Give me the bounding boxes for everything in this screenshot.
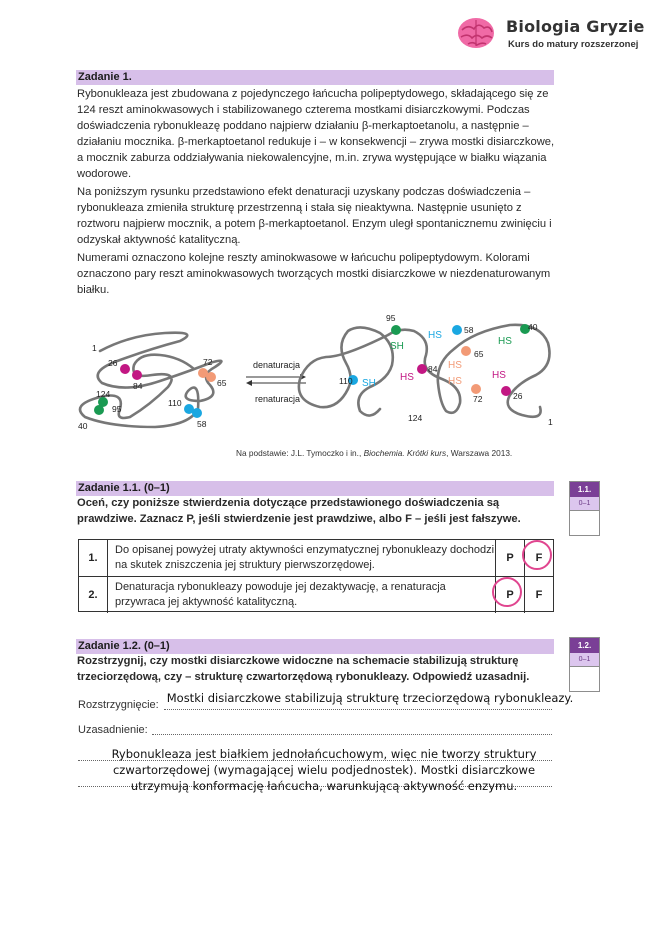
left-label-26: 26 (108, 358, 118, 368)
right-label-1: 1 (548, 417, 553, 427)
right-label-58: 58 (464, 325, 474, 335)
residue-72-right-dot (471, 384, 481, 394)
right-label-72: 72 (473, 394, 483, 404)
right-label-124: 124 (408, 413, 423, 423)
option-p-row2[interactable]: P (495, 577, 524, 613)
row-statement: Denaturacja rybonukleazy powoduje jej dezaktywację, a renaturacja przywraca jej aktywność katalityczną. (115, 581, 446, 608)
task11-score-box (569, 481, 600, 536)
right-sh-2: SH (362, 378, 376, 389)
selected-answer-circle (492, 577, 522, 607)
source-citation: Na podstawie: J.L. Tymoczko i in., Biochemia. Krótki kurs, Warszawa 2013. (236, 448, 513, 458)
reason-answer[interactable]: Rybonukleaza jest białkiem jednołańcuchowym, więc nie tworzy struktury czwartorzędowej (wymagającej wielu podjednostek). Mostki disiarczkowe utrzymują konformację łańcucha, warunkującą aktywność enzymu. (111, 747, 537, 793)
brand-title: Biologia Gryzie (506, 17, 645, 36)
residue-26-dot (120, 364, 130, 374)
task12-score-points: 0–1 (570, 653, 599, 667)
brand-subtitle: Kurs do matury rozszerzonej (508, 39, 639, 50)
residue-84-right-dot (417, 364, 427, 374)
option-p-row1[interactable]: P (495, 540, 524, 576)
left-label-110: 110 (168, 398, 182, 408)
left-label-72: 72 (203, 357, 213, 367)
task11-score-points: 0–1 (570, 497, 599, 511)
brain-logo-icon (456, 16, 496, 52)
left-label-95: 95 (112, 404, 122, 414)
row-number: 2. (79, 577, 108, 613)
task12-score-field[interactable] (570, 667, 599, 691)
right-label-95: 95 (386, 313, 396, 323)
residue-58-right-dot (452, 325, 462, 335)
denaturation-label: denaturacja (253, 360, 301, 370)
left-label-58: 58 (197, 419, 207, 429)
residue-84-dot (132, 370, 142, 380)
equilibrium-arrows (246, 374, 306, 386)
right-label-110: 110 (339, 376, 353, 386)
reason-line-1 (152, 734, 552, 735)
selected-answer-circle (522, 540, 552, 570)
row-number: 1. (79, 540, 108, 576)
decision-line (164, 709, 552, 710)
table-row (79, 576, 553, 612)
residue-65-right-dot (461, 346, 471, 356)
task1-paragraph-2: Na poniższym rysunku przedstawiono efekt denaturacji uzyskany podczas doświadczenia – rybonukleaza zmieniła strukturę przestrzenną i stała się nieaktywna. Następnie usunięto z roztworu najpierw mocznik, a potem β-merkaptoetanol. Enzym uległ spontanicznemu zwinięciu i odzyskał aktywność katalityczną. (77, 186, 552, 246)
task11-score-field[interactable] (570, 511, 599, 535)
table-row (79, 540, 553, 576)
residue-95-dot (94, 405, 104, 415)
right-hs-3: HS (448, 360, 462, 371)
ribonuclease-diagram (70, 305, 560, 445)
task12-score-number: 1.2. (570, 638, 599, 653)
residue-58-dot (192, 408, 202, 418)
renaturation-label: renaturacja (255, 394, 301, 404)
right-hs-1: HS (428, 330, 442, 341)
residue-26-right-dot (501, 386, 511, 396)
task11-instruction: Oceń, czy poniższe stwierdzenia dotyczące przedstawionego doświadczenia są prawdziwe. Zaznacz P, jeśli stwierdzenie jest prawdziwe, albo F – jeśli jest fałszywe. (77, 497, 521, 525)
task1-paragraph-1: Rybonukleaza jest zbudowana z pojedynczego łańcucha polipeptydowego, składającego się ze 124 reszt aminokwasowych i stabilizowanego czterema mostkami disiarczkowymi. Podczas doświadczenia rybonukleazę poddano najpierw działaniu β-merkaptoetanolu, a następnie – działaniu mocznika. β-merkaptoetanol redukuje i – w konsekwencji – zrywa mostki disiarczkowe, a mocznik zaburza oddziaływania niekowalencyjne, m.in. zrywa występujące w białku wiązania wodorowe. (77, 88, 555, 180)
row-statement: Do opisanej powyżej utraty aktywności enzymatycznej rybonukleazy dochodzi na skutek zniszczenia jej struktury pierwszorzędowej. (115, 544, 495, 571)
left-label-124: 124 (96, 389, 111, 399)
task11-header: Zadanie 1.1. (0–1) (76, 481, 554, 496)
task12-score-box (569, 637, 600, 692)
left-label-1: 1 (92, 343, 97, 353)
decision-answer[interactable]: Mostki disiarczkowe stabilizują strukturę trzeciorzędową rybonukleazy. (166, 691, 574, 705)
residue-65-dot (206, 372, 216, 382)
left-label-40: 40 (78, 421, 88, 431)
right-hs-5: HS (400, 372, 414, 383)
task12-instruction: Rozstrzygnij, czy mostki disiarczkowe widoczne na schemacie stabilizują strukturę trzeciorzędową, czy – strukturę czwartorzędową rybonukleazy. Odpowiedź uzasadnij. (77, 655, 530, 683)
reason-label: Uzasadnienie: (78, 724, 148, 736)
decision-label: Rozstrzygnięcie: (78, 699, 159, 711)
true-false-table (78, 539, 554, 612)
right-hs-6: HS (492, 370, 506, 381)
right-hs-2: HS (498, 336, 512, 347)
task1-header: Zadanie 1. (76, 70, 554, 85)
right-label-26: 26 (513, 391, 523, 401)
residue-95-right-dot (391, 325, 401, 335)
left-label-65: 65 (217, 378, 227, 388)
left-label-84: 84 (133, 381, 143, 391)
right-label-65: 65 (474, 349, 484, 359)
right-label-84: 84 (428, 364, 438, 374)
task12-header: Zadanie 1.2. (0–1) (76, 639, 554, 654)
task1-paragraph-3: Numerami oznaczono kolejne reszty aminokwasowe w łańcuchu polipeptydowym. Kolorami oznaczono pary reszt aminokwasowych tworzących mostki disiarczkowe w niezdenaturowanym białku. (77, 252, 551, 296)
right-label-40: 40 (528, 322, 538, 332)
option-f-row2[interactable]: F (524, 577, 553, 613)
task11-score-number: 1.1. (570, 482, 599, 497)
right-sh-1: SH (390, 341, 404, 352)
option-f-row1[interactable]: F (524, 540, 553, 576)
right-hs-4: HS (448, 376, 462, 387)
brand (456, 16, 656, 56)
